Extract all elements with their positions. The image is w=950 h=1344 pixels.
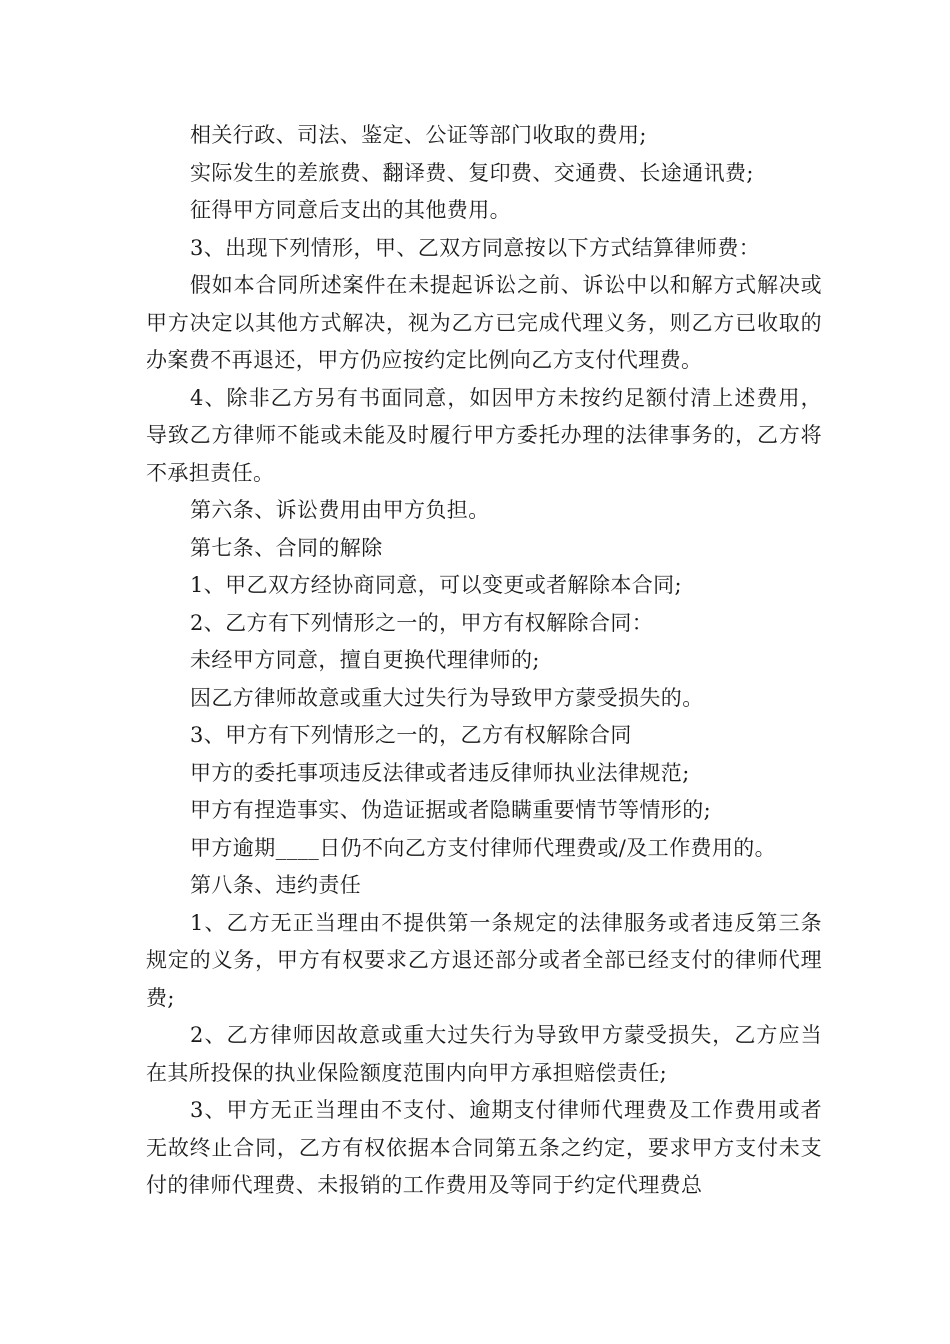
article-8-heading: 第八条、违约责任 <box>190 873 362 897</box>
article-7-heading: 第七条、合同的解除 <box>190 535 383 560</box>
paragraph-termination-2: 2、乙方有下列情形之一的，甲方有权解除合同： <box>190 610 654 635</box>
paragraph-fees-other: 征得甲方同意后支出的其他费用。 <box>190 198 511 222</box>
paragraph-termination-1: 1、甲乙双方经协商同意，可以变更或者解除本合同; <box>190 573 683 597</box>
article-6-heading: 第六条、诉讼费用由甲方负担。 <box>190 498 490 522</box>
paragraph-termination-3c: 甲方逾期____日仍不向乙方支付律师代理费或/及工作费用的。 <box>190 835 777 860</box>
paragraph-termination-2b: 因乙方律师故意或重大过失行为导致甲方蒙受损失的。 <box>190 685 704 710</box>
paragraph-fees-admin: 相关行政、司法、鉴定、公证等部门收取的费用; <box>190 123 647 147</box>
paragraph-termination-2a: 未经甲方同意，擅自更换代理律师的; <box>190 648 540 672</box>
paragraph-termination-3: 3、甲方有下列情形之一的，乙方有权解除合同 <box>190 723 632 747</box>
paragraph-termination-3a: 甲方的委托事项违反法律或者违反律师执业法律规范; <box>190 760 690 785</box>
paragraph-clause-4: 4、除非乙方另有书面同意，如因甲方未按约足额付清上述费用，导致乙方律师不能或未能及时履行甲方委托办理的法律事务的，乙方将不承担责任。 <box>146 385 822 485</box>
paragraph-termination-3b: 甲方有捏造事实、伪造证据或者隐瞒重要情节等情形的; <box>190 798 712 822</box>
paragraph-settlement-case: 假如本合同所述案件在未提起诉讼之前、诉讼中以和解方式解决或甲方决定以其他方式解决，视为乙方已完成代理义务，则乙方已收取的办案费不再退还，甲方仍应按约定比例向乙方支付代理费。 <box>146 273 822 372</box>
paragraph-liability-1: 1、乙方无正当理由不提供第一条规定的法律服务或者违反第三条规定的义务，甲方有权要求乙方退还部分或者全部已经支付的律师代理费; <box>146 910 822 1010</box>
paragraph-fees-travel: 实际发生的差旅费、翻译费、复印费、交通费、长途通讯费; <box>190 160 754 185</box>
document-body <box>146 117 822 1205</box>
paragraph-liability-2: 2、乙方律师因故意或重大过失行为导致甲方蒙受损失，乙方应当在其所投保的执业保险额度范围内向甲方承担赔偿责任; <box>146 1023 822 1085</box>
paragraph-settlement-intro: 3、出现下列情形，甲、乙双方同意按以下方式结算律师费： <box>190 235 761 260</box>
paragraph-liability-3: 3、甲方无正当理由不支付、逾期支付律师代理费及工作费用或者无故终止合同，乙方有权依据本合同第五条之约定，要求甲方支付未支付的律师代理费、未报销的工作费用及等同于约定代理费总 <box>146 1098 822 1197</box>
